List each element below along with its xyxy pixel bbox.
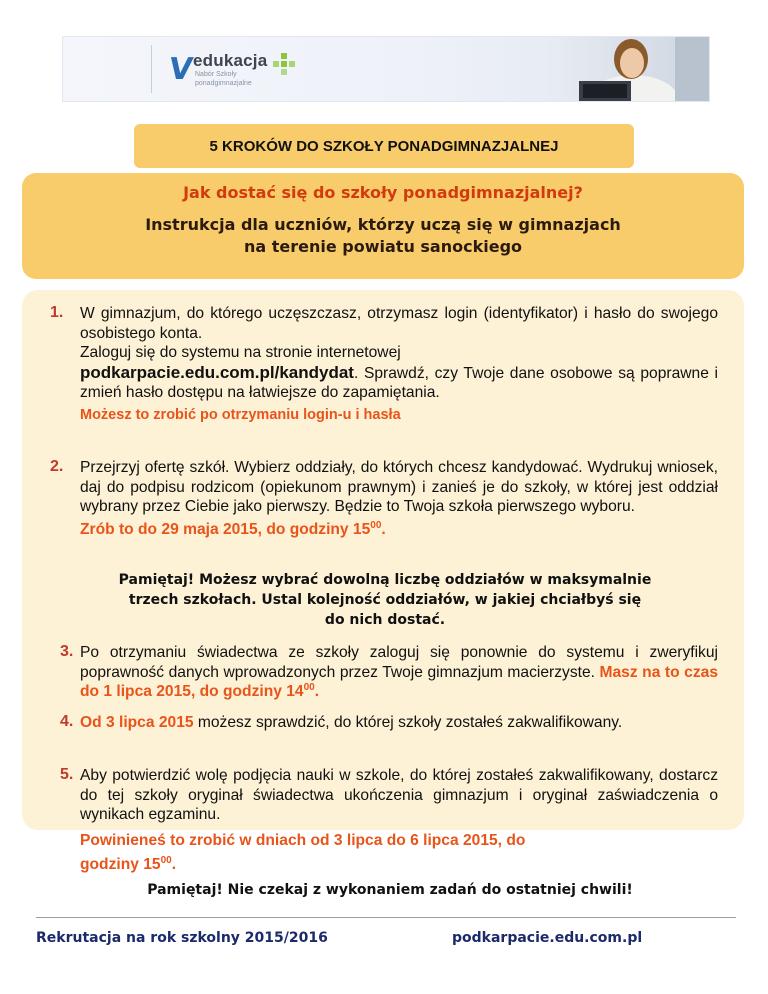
intro-question: Jak dostać się do szkoły ponadgimnazjalnej? — [183, 183, 583, 202]
step-4 — [80, 713, 718, 733]
edukacja-logo — [166, 49, 329, 93]
step-5-number: 5. — [60, 766, 74, 783]
step-1-note: Możesz to zrobić po otrzymaniu login-u i hasła — [80, 406, 401, 423]
logo-subtitle-1: Nabór Szkoły — [195, 71, 237, 78]
intro-box — [22, 173, 744, 279]
final-reminder: Pamiętaj! Nie czekaj z wykonaniem zadań do ostatniej chwili! — [147, 882, 633, 898]
logo-subtitle-2: ponadgimnazjalne — [195, 80, 252, 87]
step-1-text: W gimnazjum, do którego uczęszczasz, otrzymasz login (identyfikator) i hasło do swojego osobistego konta. — [80, 305, 718, 342]
footer-website-link[interactable]: podkarpacie.edu.com.pl — [452, 930, 643, 946]
step-2-reminder — [60, 570, 710, 630]
footer-divider — [36, 917, 736, 918]
step-5-deadline-minutes: 00 — [160, 854, 172, 866]
step-5 — [80, 766, 718, 877]
step-2-deadline: Zrób to do 29 maja 2015, do godziny 15 — [80, 520, 371, 538]
logo-check-mark-icon: V — [166, 52, 195, 87]
header-banner — [62, 36, 710, 102]
step-4-number: 4. — [60, 713, 74, 730]
intro-subtitle-line-2: na terenie powiatu sanockiego — [243, 237, 523, 256]
step-2-deadline-end: . — [381, 520, 386, 538]
step-1-login-text: Zaloguj się do systemu na stronie internetowej — [80, 344, 401, 361]
step-2-reminder-line-1: Pamiętaj! Możesz wybrać dowolną liczbę oddziałów w maksymalnie — [118, 572, 652, 588]
footer-school-year: Rekrutacja na rok szkolny 2015/2016 — [36, 930, 328, 946]
step-2 — [80, 458, 718, 539]
intro-subtitle-line-1: Instrukcja dla uczniów, którzy uczą się w gimnazjach — [145, 215, 621, 234]
step-2-text: Przejrzyj ofertę szkół. Wybierz oddziały, do których chcesz kandydować. Wydrukuj wniosek, daj do podpisu rodzicom (opiekunom prawnym) i zanieś je do szkoły, w której jest oddział wybrany przez Ciebie jako pierwszy. Będzie to Twoja szkoła pierwszego wyboru. — [80, 459, 718, 515]
step-4-date: Od 3 lipca 2015 — [80, 714, 194, 731]
step-2-reminder-line-2: trzech szkołach. Ustal kolejność oddziałów, w jakiej chciałbyś się — [128, 592, 642, 608]
step-5-deadline-line-1: Powinieneś to zrobić w dniach od 3 lipca do 6 lipca 2015, do — [80, 831, 526, 849]
step-3-text: Po otrzymaniu świadectwa ze szkoły zaloguj się ponownie do systemu i zweryfikuj poprawność danych wprowadzonych przez Twoje gimnazjum macierzyste. — [80, 644, 718, 681]
step-2-deadline-minutes: 00 — [370, 519, 382, 531]
banner-divider — [151, 45, 152, 93]
logo-plus-icon — [273, 53, 295, 75]
step-3-deadline-minutes: 00 — [303, 681, 315, 693]
step-5-deadline-end: . — [171, 855, 177, 873]
step-1 — [80, 304, 718, 425]
logo-name: edukacja — [193, 51, 268, 70]
step-2-reminder-line-3: do nich dostać. — [324, 612, 446, 628]
step-3 — [80, 643, 718, 702]
student-laptop-photo — [559, 37, 709, 101]
step-2-number: 2. — [50, 458, 64, 475]
step-5-text: Aby potwierdzić wolę podjęcia nauki w szkole, do której zostałeś zakwalifikowany, dostarcz do tej szkoły oryginał świadectwa ukończenia gimnazjum i oryginał zaświadczenia o wynikach egzaminu. — [80, 767, 718, 823]
step-3-deadline: Masz na to czas do 1 lipca 2015, do godziny 14 — [80, 663, 718, 700]
page-title: 5 KROKÓW DO SZKOŁY PONADGIMNAZJALNEJ — [134, 124, 634, 168]
step-1-number: 1. — [50, 304, 64, 321]
step-4-text: możesz sprawdzić, do której szkoły zostałeś zakwalifikowany. — [193, 714, 623, 731]
step-5-deadline-line-2: godziny 15 — [80, 855, 161, 873]
step-3-number: 3. — [60, 643, 74, 660]
kandydat-link[interactable]: podkarpacie.edu.com.pl/kandydat — [80, 362, 354, 382]
step-1-check-text: . Sprawdź, czy Twoje dane osobowe są poprawne i zmień hasło dostępu na łatwiejsze do zapamiętania. — [80, 364, 718, 401]
step-3-deadline-end: . — [314, 683, 320, 700]
